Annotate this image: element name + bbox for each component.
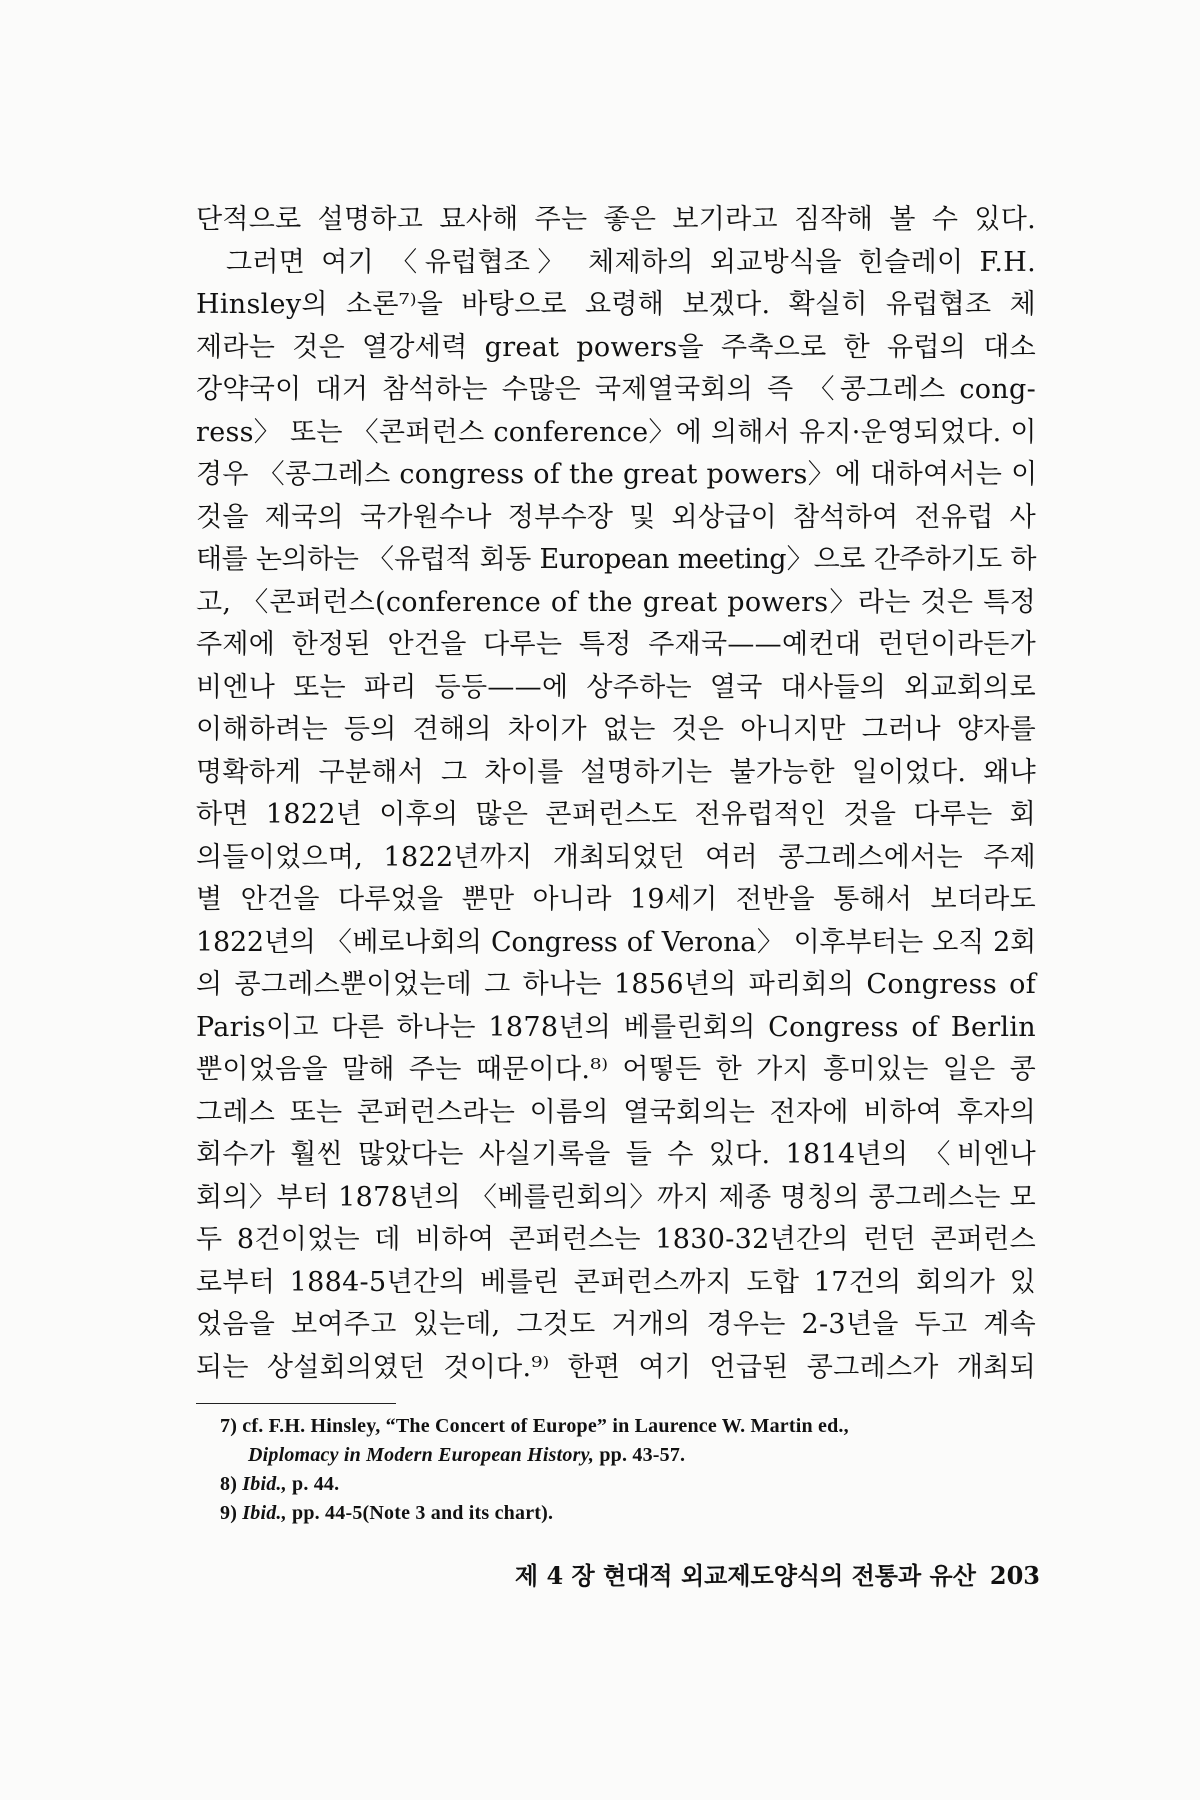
chapter-title: 제 4 장 현대적 외교제도양식의 전통과 유산 bbox=[514, 1561, 976, 1590]
footnotes bbox=[220, 1412, 1040, 1528]
text-line: 그레스 또는 콘퍼런스라는 이름의 열국회의는 전자에 비하여 후자의 bbox=[196, 1096, 1036, 1128]
text-line: 회의〉부터 1878년의 〈베를린회의〉까지 제종 명칭의 콩그레스는 모 bbox=[196, 1181, 1036, 1213]
footnote-7-continuation bbox=[220, 1441, 1040, 1470]
page-number: 203 bbox=[989, 1561, 1040, 1590]
text-line: 하면 1822년 이후의 많은 콘퍼런스도 전유럽적인 것을 다루는 회 bbox=[196, 799, 1036, 830]
body-text bbox=[196, 199, 1036, 1389]
footnote-divider bbox=[196, 1403, 396, 1404]
footnote-number: 9) bbox=[220, 1502, 243, 1524]
text-line: 고, 〈콘퍼런스(conference of the great powers〉라는 것은 특정 bbox=[196, 586, 1036, 618]
page-range: p. 44. bbox=[286, 1473, 340, 1495]
text-line: 별 안건을 다루었을 뿐만 아니라 19세기 전반을 통해서 보더라도 bbox=[196, 884, 1036, 915]
text-line: 단적으로 설명하고 묘사해 주는 좋은 보기라고 짐작해 볼 수 있다. bbox=[196, 204, 1036, 235]
text-line: 명확하게 구분해서 그 차이를 설명하기는 불가능한 일이었다. 왜냐 bbox=[196, 756, 1036, 788]
text-line: 강약국이 대거 참석하는 수많은 국제열국회의 즉 〈콩그레스 cong- bbox=[196, 374, 1036, 405]
text-line: 로부터 1884-5년간의 베를린 콘퍼런스까지 도합 17건의 회의가 있 bbox=[196, 1266, 1036, 1298]
text-line: 1822년의 〈베로나회의 Congress of Verona〉 이후부터는 오직 2회 bbox=[196, 926, 1036, 958]
ibid: Ibid., bbox=[242, 1473, 287, 1495]
text-line: Paris이고 다른 하나는 1878년의 베를린회의 Congress of Berlin bbox=[196, 1011, 1036, 1043]
page-range: pp. 43-57. bbox=[594, 1444, 686, 1466]
text-line: 비엔나 또는 파리 등등——에 상주하는 열국 대사들의 외교회의로 bbox=[196, 671, 1036, 703]
text-line: ress〉 또는 〈콘퍼런스 conference〉에 의해서 유지·운영되었다. 이 bbox=[196, 416, 1037, 448]
text-line: Hinsley의 소론⁷⁾을 바탕으로 요령해 보겠다. 확실히 유럽협조 체 bbox=[196, 289, 1036, 320]
text-line: 뿐이었음을 말해 주는 때문이다.⁸⁾ 어떻든 한 가지 흥미있는 일은 콩 bbox=[196, 1054, 1036, 1085]
running-footer bbox=[440, 1560, 1040, 1592]
text-line: 이해하려는 등의 견해의 차이가 없는 것은 아니지만 그러나 양자를 bbox=[196, 714, 1036, 745]
text-line: 두 8건이었는 데 비하여 콘퍼런스는 1830-32년간의 런던 콘퍼런스 bbox=[196, 1224, 1036, 1255]
text-line: 태를 논의하는 〈유럽적 회동 European meeting〉으로 간주하기도 하 bbox=[196, 544, 1036, 575]
page-range: pp. 44-5(Note 3 and its chart). bbox=[286, 1502, 554, 1524]
footnote-7: 7) cf. F.H. Hinsley, “The Concert of Europe” in Laurence W. Martin ed., bbox=[220, 1415, 849, 1437]
text-line: 회수가 훨씬 많았다는 사실기록을 들 수 있다. 1814년의 〈비엔나 bbox=[196, 1139, 1036, 1170]
text-line: 그러면 여기 〈유럽협조〉 체제하의 외교방식을 힌슬레이 F.H. bbox=[226, 246, 1036, 278]
footnote-9 bbox=[220, 1499, 1040, 1528]
text-line: 의들이었으며, 1822년까지 개최되었던 여러 콩그레스에서는 주제 bbox=[196, 841, 1036, 873]
text-line: 되는 상설회의였던 것이다.⁹⁾ 한편 여기 언급된 콩그레스가 개최되 bbox=[196, 1351, 1036, 1383]
text-line: 경우 〈콩그레스 congress of the great powers〉에 대하여서는 이 bbox=[196, 459, 1038, 490]
text-line: 제라는 것은 열강세력 great powers을 주축으로 한 유럽의 대소 bbox=[196, 331, 1036, 363]
text-line: 것을 제국의 국가원수나 정부수장 및 외상급이 참석하여 전유럽 사 bbox=[196, 501, 1036, 533]
text-line: 의 콩그레스뿐이었는데 그 하나는 1856년의 파리회의 Congress of bbox=[196, 969, 1036, 1000]
footnote-number: 8) bbox=[220, 1473, 243, 1495]
footnote-8 bbox=[220, 1470, 1040, 1499]
ibid: Ibid., bbox=[242, 1502, 287, 1524]
text-line: 주제에 한정된 안건을 다루는 특정 주재국——예컨대 런던이라든가 bbox=[196, 629, 1036, 660]
text-line: 었음을 보여주고 있는데, 그것도 거개의 경우는 2-3년을 두고 계속 bbox=[196, 1309, 1036, 1340]
book-title: Diplomacy in Modern European History, bbox=[248, 1444, 595, 1466]
